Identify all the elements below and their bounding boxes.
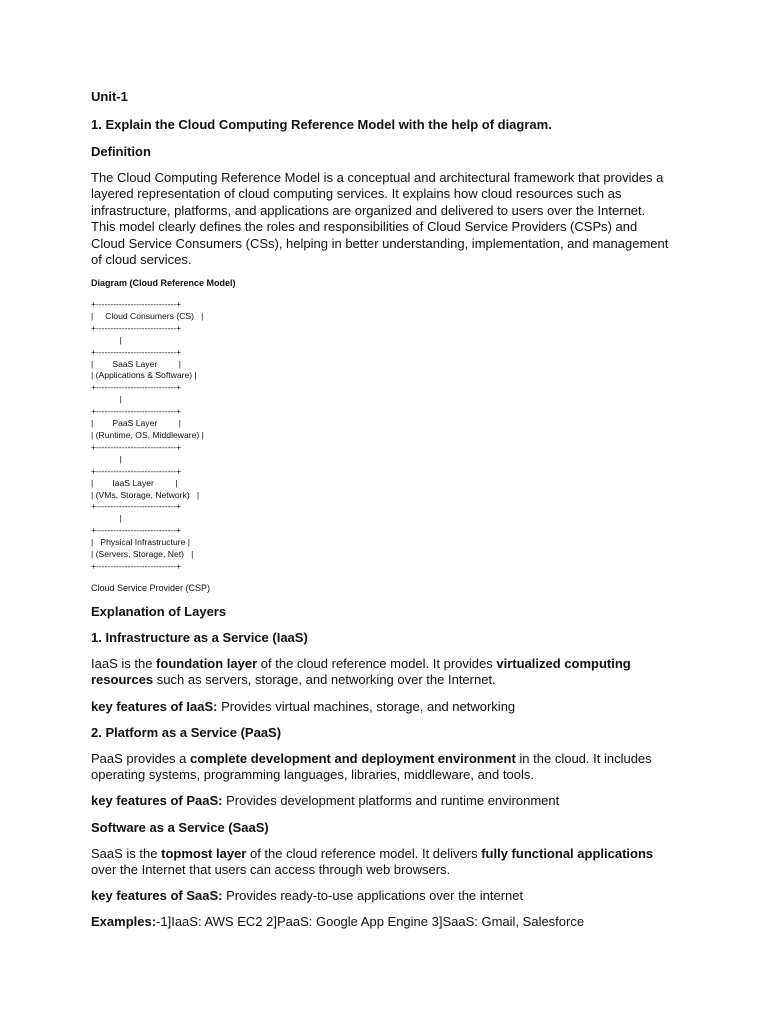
examples-label: Examples: <box>91 914 157 929</box>
paas-kf-text: Provides development platforms and runtime environment <box>222 793 560 808</box>
saas-text-1: SaaS is the <box>91 846 162 861</box>
paas-heading: 2. Platform as a Service (PaaS) <box>91 725 282 740</box>
iaas-text-2: of the cloud reference model. It provides <box>257 656 497 671</box>
iaas-text-3: such as servers, storage, and networking over the Internet. <box>153 672 496 688</box>
saas-bold-1: topmost layer <box>161 846 247 861</box>
iaas-heading: 1. Infrastructure as a Service (IaaS) <box>91 630 308 645</box>
iaas-bold-2: virtualized computing resources <box>91 656 631 688</box>
iaas-kf-text: Provides virtual machines, storage, and networking <box>217 699 516 714</box>
iaas-text-1: IaaS is the <box>91 656 157 671</box>
saas-bold-2: fully functional applications <box>481 846 654 861</box>
saas-paragraph <box>91 846 676 879</box>
saas-kf-label: key features of SaaS: <box>91 888 223 903</box>
iaas-paragraph <box>91 656 651 689</box>
saas-text-3: over the Internet that users can access through web browsers. <box>91 862 451 878</box>
examples-text: -1]IaaS: AWS EC2 2]PaaS: Google App Engine 3]SaaS: Gmail, Salesforce <box>156 914 585 929</box>
diagram-heading: Diagram (Cloud Reference Model) <box>91 278 236 288</box>
examples-line <box>91 914 584 930</box>
unit-heading: Unit-1 <box>91 89 128 104</box>
paas-bold-1: complete development and deployment environment <box>190 751 516 766</box>
paas-kf-label: key features of PaaS: <box>91 793 223 808</box>
ascii-diagram <box>91 299 204 573</box>
iaas-kf-label: key features of IaaS: <box>91 699 218 714</box>
iaas-bold-1: foundation layer <box>156 656 258 671</box>
paas-text-2: in the cloud. It includes operating systems, programming languages, libraries, middleware, and tools. <box>91 751 652 783</box>
paas-text-1: PaaS provides a <box>91 751 191 766</box>
diagram-caption: Cloud Service Provider (CSP) <box>91 583 211 593</box>
saas-heading: Software as a Service (SaaS) <box>91 820 269 835</box>
saas-text-2: of the cloud reference model. It delivers <box>246 846 482 861</box>
saas-key-features <box>91 888 523 904</box>
definition-paragraph: The Cloud Computing Reference Model is a conceptual and architectural framework that provides a layered representation of cloud computing services. It explains how cloud resources such as infrastructure, platforms, and applications are organized and delivered to users over the Internet. This model clearly defines the roles and responsibilities of Cloud Service Providers (CSPs) and Cloud Service Consumers (CSs), helping in better understanding, implementation, and management of cloud services. <box>91 170 669 268</box>
question-heading: 1. Explain the Cloud Computing Reference Model with the help of diagram. <box>91 117 552 132</box>
paas-paragraph <box>91 751 671 784</box>
iaas-key-features <box>91 699 515 715</box>
explanation-heading: Explanation of Layers <box>91 604 227 619</box>
paas-key-features <box>91 793 559 809</box>
definition-heading: Definition <box>91 144 151 159</box>
diagram-lines: +----------------------------+ | Cloud Consumers (CS) | +----------------------------+ | +----------------------------+ | SaaS Layer | | (Applications & Software) | +----------------------------+ | +----------------------------+ | PaaS Layer | | (Runtime, OS, Middleware) | +----------------------------+ | +----------------------------+ | IaaS Layer | | (VMs, Storage, Network) | +----------------------------+ | +----------------------------+ | Physical Infrastructure | | (Servers, Storage, Net) | +----------------------------+ <box>91 299 204 571</box>
saas-kf-text: Provides ready-to-use applications over the internet <box>222 888 524 903</box>
